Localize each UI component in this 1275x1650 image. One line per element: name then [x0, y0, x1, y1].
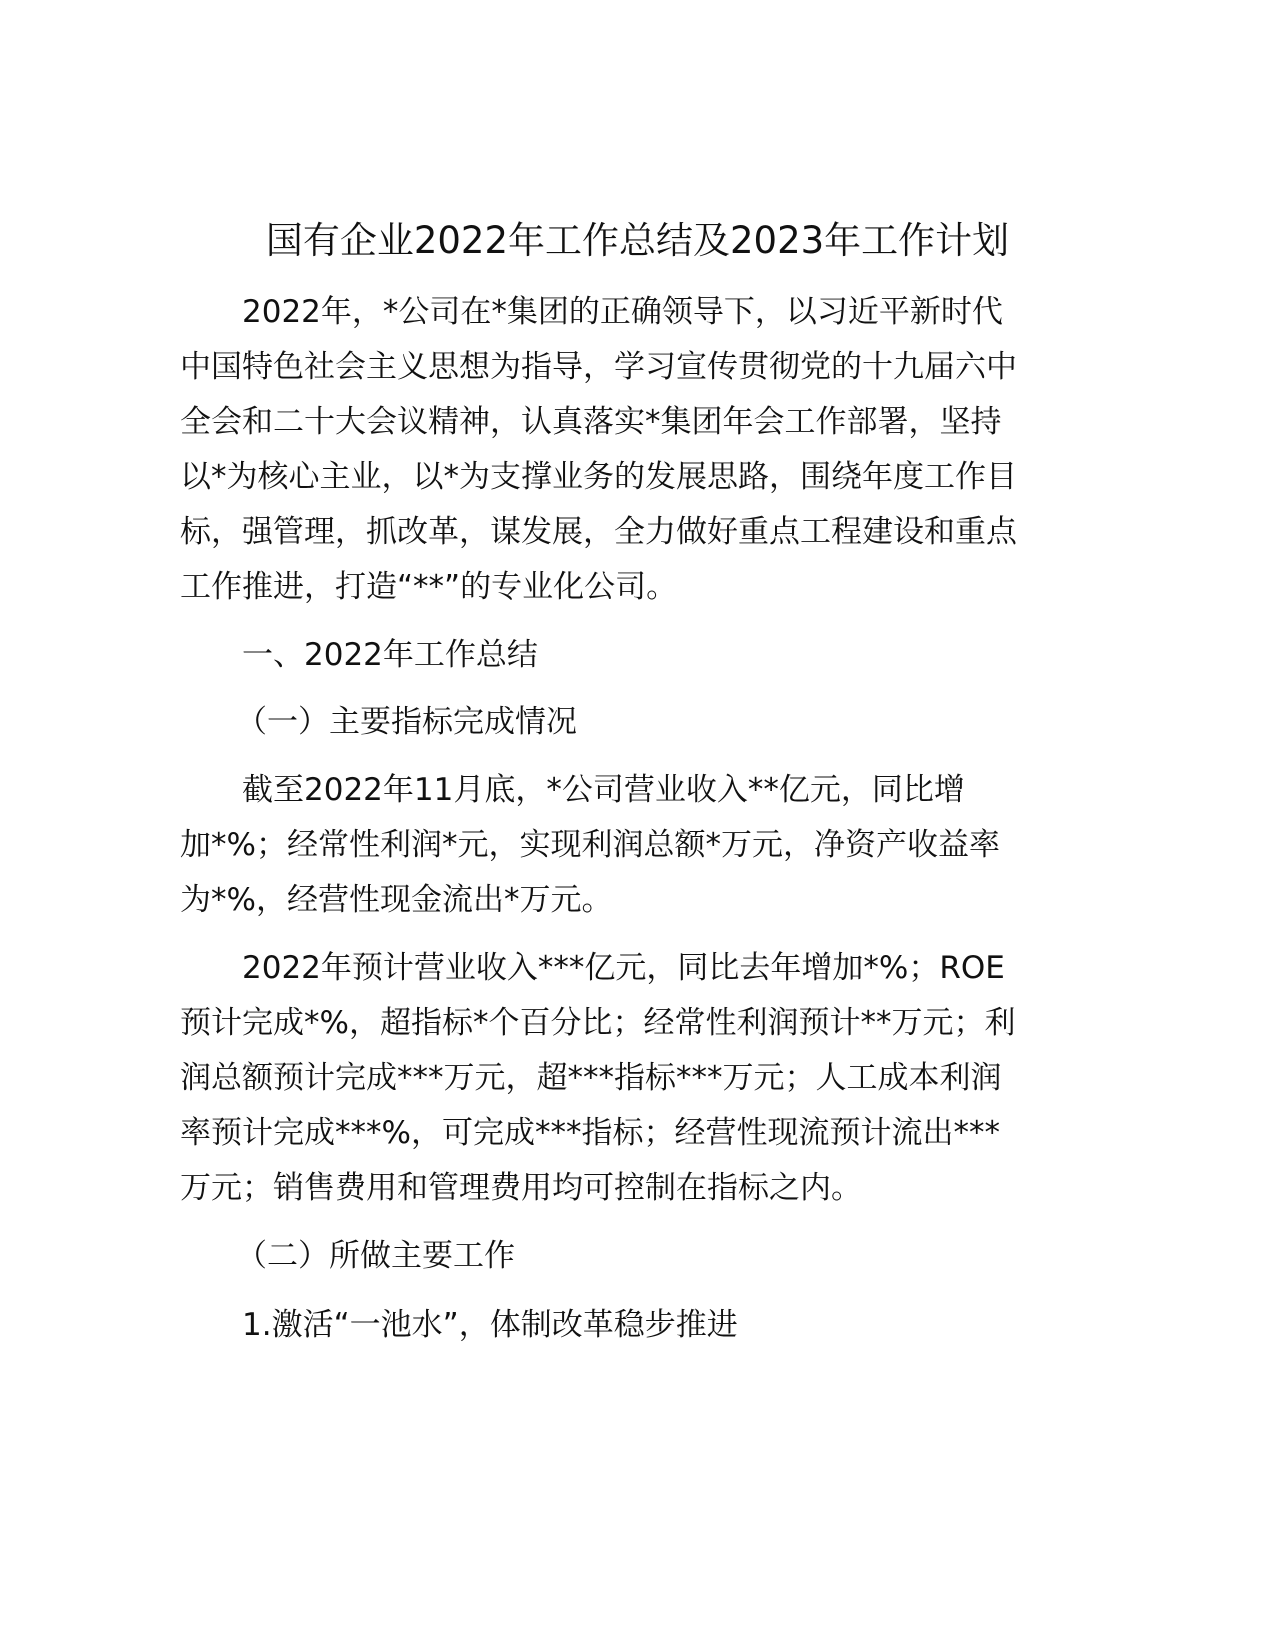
paragraph-first-line: 截至2022年11月底，*公司营业收入**亿元，同比增: [242, 772, 965, 808]
paragraph-first-line: 2022年，*公司在*集团的正确领导下，以习近平新时代: [242, 294, 1003, 330]
paragraph-line: 为*%，经营性现金流出*万元。: [180, 882, 613, 918]
paragraph-line: 润总额预计完成***万元，超***指标***万元；人工成本利润: [180, 1060, 1002, 1096]
paragraph-first-line: （二）所做主要工作: [236, 1238, 515, 1274]
document-title: 国有企业2022年工作总结及2023年工作计划: [265, 219, 1010, 262]
paragraph-first-line: 1.激活“一池水”，体制改革稳步推进: [242, 1307, 738, 1343]
paragraph-line: 率预计完成***%，可完成***指标；经营性现流预计流出***: [180, 1115, 1000, 1151]
paragraph-line: 标，强管理，抓改革，谋发展，全力做好重点工程建设和重点: [180, 514, 1017, 550]
paragraph-line: 全会和二十大会议精神，认真落实*集团年会工作部署，坚持: [180, 404, 1002, 440]
paragraph-line: 万元；销售费用和管理费用均可控制在指标之内。: [180, 1170, 862, 1206]
paragraph-line: 预计完成*%，超指标*个百分比；经常性利润预计**万元；利: [180, 1005, 1016, 1041]
paragraph-line: 加*%；经常性利润*元，实现利润总额*万元，净资产收益率: [180, 827, 1000, 863]
paragraph-first-line: （一）主要指标完成情况: [236, 704, 577, 740]
paragraph-line: 中国特色社会主义思想为指导，学习宣传贯彻党的十九届六中: [180, 349, 1017, 385]
paragraph-first-line: 一、2022年工作总结: [242, 637, 538, 673]
paragraph-line: 以*为核心主业，以*为支撑业务的发展思路，围绕年度工作目: [180, 459, 1017, 495]
paragraph-first-line: 2022年预计营业收入***亿元，同比去年增加*%；ROE: [242, 950, 1005, 986]
paragraph-line: 工作推进，打造“**”的专业化公司。: [180, 569, 678, 605]
